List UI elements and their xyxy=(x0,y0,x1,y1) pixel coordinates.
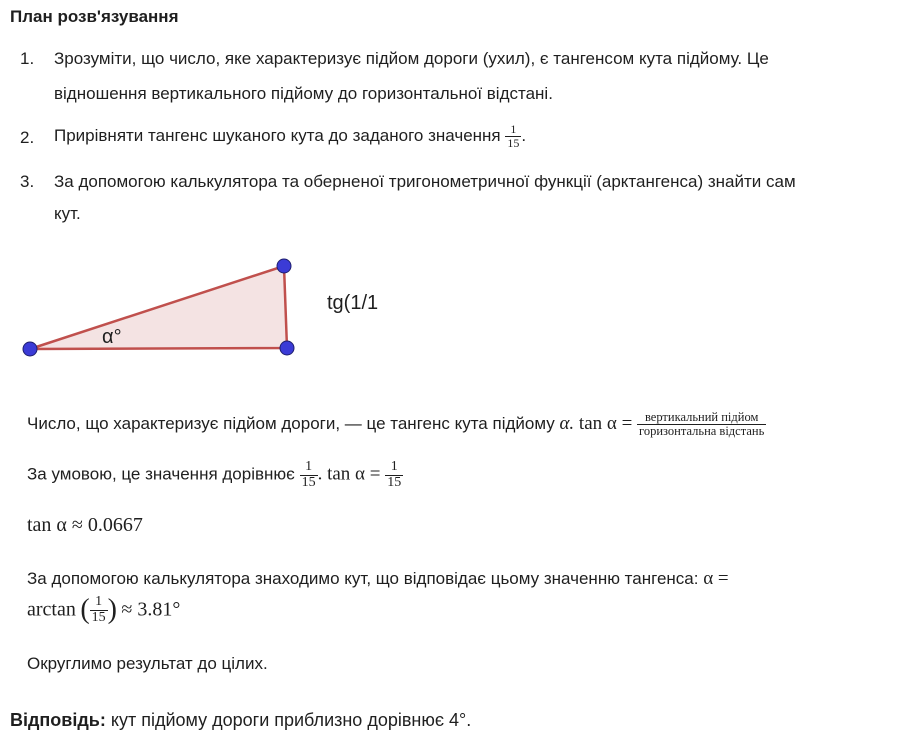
p1-alpha: α. xyxy=(559,413,575,435)
p4-paren-open: ( xyxy=(80,594,90,625)
step-2-tail: . xyxy=(521,126,527,145)
step-3-line-2: кут. xyxy=(54,204,81,223)
p4-paren-close: ) xyxy=(107,594,117,625)
step-1-line-2: відношення вертикального підйому до горизонтальної відстані. xyxy=(54,84,553,103)
p2-fraction-1 xyxy=(300,460,318,490)
point-c xyxy=(280,341,294,355)
p4-frac-den: 15 xyxy=(91,609,106,625)
answer-text: кут підйому дороги приблизно дорівнює 4°. xyxy=(110,710,472,730)
p4-frac-num: 1 xyxy=(90,595,108,611)
paragraph-3-math: tan α ≈ 0.0667 xyxy=(27,514,143,536)
plan-title: План розв'язування xyxy=(10,7,179,26)
step-3-line-1: За допомогою калькулятора та оберненої тригонометричної функції (арктангенса) знайти сам xyxy=(54,172,796,191)
paragraph-2 xyxy=(27,460,403,490)
step-1-number: 1. xyxy=(20,49,35,68)
step-2-text xyxy=(54,119,526,153)
step-3-number: 3. xyxy=(20,172,35,191)
step-2-frac-num: 1 xyxy=(505,123,521,137)
p2-frac1-den: 15 xyxy=(301,474,316,490)
point-a xyxy=(23,342,37,356)
p2-frac1-num: 1 xyxy=(300,460,318,476)
step-2-frac-den: 15 xyxy=(507,136,520,151)
p1-fraction xyxy=(637,411,766,438)
answer-label: Відповідь: xyxy=(10,710,106,730)
answer-line xyxy=(10,710,471,731)
angle-label: α° xyxy=(102,326,122,348)
p4-result: ≈ 3.81° xyxy=(121,598,181,621)
p2-frac2-num: 1 xyxy=(385,460,403,476)
paragraph-4-line-2 xyxy=(27,594,180,626)
p4-alpha: α = xyxy=(703,568,729,589)
p2-mid: . tan α = xyxy=(317,463,381,485)
p1-tan: tan α = xyxy=(578,413,633,435)
p2-fraction-2 xyxy=(385,460,403,490)
p4-text: За допомогою калькулятора знаходимо кут, що відповідає цьому значенню тангенса: xyxy=(27,569,699,588)
p1-text: Число, що характеризує підйом дороги, — це тангенс кута підйому xyxy=(27,414,555,434)
point-b xyxy=(277,259,291,273)
p4-fraction xyxy=(90,595,108,625)
step-1-line-1: Зрозуміти, що число, яке характеризує підйом дороги (ухил), є тангенсом кута підйому. Це xyxy=(54,49,769,68)
p1-frac-den: горизонтальна відстань xyxy=(639,424,765,439)
p2-text: За умовою, це значення дорівнює xyxy=(27,464,295,484)
p2-frac2-den: 15 xyxy=(387,474,402,490)
paragraph-4-line-1 xyxy=(27,568,729,590)
triangle-shape xyxy=(30,266,287,349)
paragraph-5: Округлимо результат до цілих. xyxy=(27,654,268,673)
triangle-figure xyxy=(0,250,420,370)
step-2-number: 2. xyxy=(20,128,35,147)
paragraph-1 xyxy=(27,411,766,438)
p1-frac-num: вертикальний підйом xyxy=(637,411,766,425)
step-2-fraction xyxy=(505,123,521,149)
p4-arctan: arctan xyxy=(27,598,76,621)
side-label: tg(1/1 xyxy=(327,292,379,314)
step-2-label: Прирівняти тангенс шуканого кута до заданого значення xyxy=(54,126,501,145)
